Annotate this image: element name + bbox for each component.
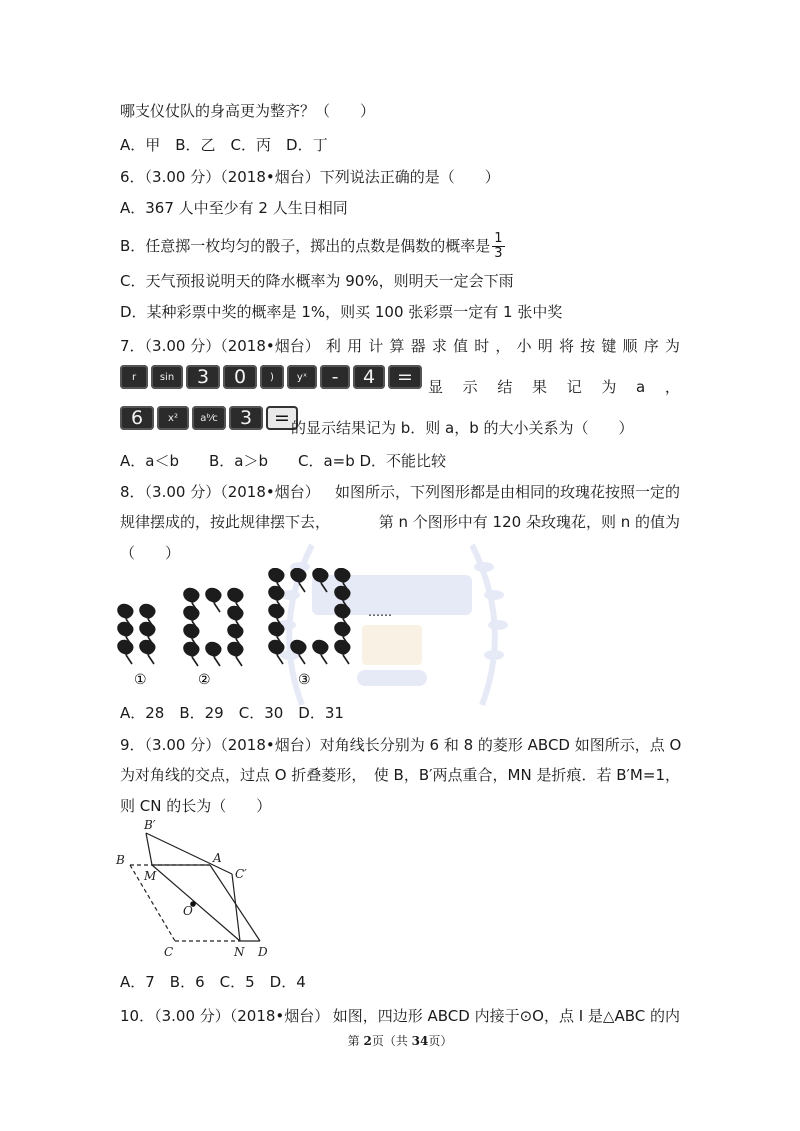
q9-stem-text: 使 B，B′两点重合，MN 是折痕．若 B′M=1，	[373, 766, 680, 784]
rose-flower	[312, 640, 328, 664]
q7-stem-char: 时	[474, 337, 490, 355]
q6-stem: 6．（3.00 分）（2018•烟台）下列说法正确的是（ ）	[120, 168, 500, 186]
calc-key: sin	[151, 365, 183, 389]
calc-key: 4	[353, 365, 385, 389]
calculator-key-sequence-1	[120, 365, 422, 389]
q9-stem-head: 9．（3.00 分）（2018•烟台）	[120, 736, 320, 754]
calc-key: yˣ	[287, 365, 317, 389]
q7-stem-tail: 的显示结果记为 b．则 a，b 的大小关系为（ ）	[291, 419, 634, 437]
rose-flower	[334, 640, 350, 664]
calculator-key-sequence-2	[120, 406, 298, 430]
rose-flower	[268, 640, 284, 664]
calc-key: x²	[157, 406, 189, 430]
q10-stem-line1	[120, 1006, 680, 1026]
q9-stem-line3: 则 CN 的长为（ ）	[120, 797, 272, 815]
q7-stem-char: 算	[389, 337, 405, 355]
q7-stem	[120, 336, 680, 356]
q7-mid-char: 显	[428, 378, 444, 396]
q10-stem-head: 10．（3.00 分）（2018•烟台）	[120, 1007, 330, 1025]
calc-key: aᵇ⁄c	[192, 406, 226, 430]
q10-stem-text: 如图，四边形 ABCD 内接于⊙O，点 I 是△ABC 的内	[332, 1007, 680, 1025]
calc-key: =	[388, 365, 422, 389]
q8-figure-label: ①	[134, 672, 147, 688]
q7-options: A．a＜b B．a＞b C．a=b D．不能比较	[120, 452, 447, 470]
q9-rhombus-figure	[110, 818, 280, 963]
q7-mid-char: 为	[601, 378, 617, 396]
rose-flower	[227, 642, 243, 666]
folded-edge-c1n	[232, 874, 240, 941]
q7-mid-char: ，	[664, 378, 680, 396]
q9-stem-text: 对角线长分别为 6 和 8 的菱形 ABCD 如图所示，点 O	[319, 736, 682, 754]
footer-page-number: 2	[363, 1034, 372, 1048]
q8-stem-line2	[120, 512, 680, 532]
q8-options: A．28 B．29 C．30 D．31	[120, 704, 344, 722]
label-c-prime: C′	[235, 867, 247, 881]
calc-key: -	[320, 365, 350, 389]
q7-stem-char: 求	[431, 337, 447, 355]
q7-stem-char: 序	[643, 337, 659, 355]
label-a: A	[213, 851, 222, 865]
calc-key: )	[260, 365, 284, 389]
q6-option-a: A．367 人中至少有 2 人生日相同	[120, 199, 348, 217]
label-c: C	[164, 945, 174, 959]
q8-figure-label: ③	[298, 672, 311, 688]
q9-options: A．7 B．6 C．5 D．4	[120, 973, 306, 991]
label-d: D	[258, 945, 268, 959]
q6-option-b-text: B．任意掷一枚均匀的骰子，掷出的点数是偶数的概率是	[120, 237, 491, 255]
label-m: M	[144, 869, 157, 883]
q7-stem-char: ，	[495, 337, 511, 355]
fraction-denominator: 3	[494, 246, 503, 261]
q8-figure-label: ②	[198, 672, 211, 688]
q9-stem-line1	[120, 735, 680, 755]
calc-key: 6	[120, 406, 154, 430]
calc-key: r	[120, 365, 148, 389]
footer-text: 第	[347, 1034, 364, 1048]
label-n: N	[234, 945, 245, 959]
footer-total-pages: 34	[411, 1034, 429, 1048]
rose-flower	[290, 640, 306, 664]
q8-stem-text: 如图所示，下列图形都是由相同的玫瑰花按照一定的	[334, 483, 680, 501]
label-b-prime: B′	[144, 818, 156, 832]
q8-stem-line3: （ ）	[120, 544, 181, 562]
q8-rose-figure	[110, 568, 430, 698]
q7-stem-char: 利	[325, 337, 341, 355]
q7-stem-mid	[428, 377, 680, 397]
label-o: O	[183, 904, 193, 918]
q7-mid-char: 记	[566, 378, 582, 396]
calc-key: 3	[229, 406, 263, 430]
calc-key: 0	[223, 365, 257, 389]
q9-stem-line2	[120, 765, 680, 785]
q9-stem-text: 为对角线的交点，过点 O 折叠菱形，	[120, 766, 367, 784]
q7-stem-char: 值	[453, 337, 469, 355]
q7-stem-char: 键	[601, 337, 617, 355]
q8-stem-text: 第 n 个图形中有 120 朵玫瑰花，则 n 的值为	[378, 513, 680, 531]
q7-stem-char: 为	[664, 337, 680, 355]
q7-mid-char: 示	[462, 378, 478, 396]
fraction-one-third	[492, 232, 504, 261]
q7-mid-char: 结	[497, 378, 513, 396]
footer-text: 页）	[428, 1034, 453, 1048]
rose-flower	[205, 642, 221, 666]
q8-stem-text: 规律摆成的，按此规律摆下去，	[120, 513, 331, 531]
rose-flower	[139, 640, 155, 664]
q6-option-d: D．某种彩票中奖的概率是 1%，则买 100 张彩票一定有 1 张中奖	[120, 303, 563, 321]
rose-flower	[183, 642, 199, 666]
q7-stem-char: 顺	[622, 337, 638, 355]
label-b: B	[116, 853, 125, 867]
calc-key: =	[266, 406, 298, 430]
q7-stem-char: 按	[580, 337, 596, 355]
rose-flower	[205, 588, 221, 612]
q5-stem-tail: 哪支仪仗队的身高更为整齐？（ ）	[120, 102, 376, 120]
rose-flower	[117, 640, 133, 664]
q7-mid-char: a	[636, 378, 646, 396]
q7-stem-head: 7．（3.00 分）（2018•烟台）	[120, 337, 320, 355]
footer-text: 页（共	[371, 1034, 412, 1048]
q8-stem-line1	[120, 482, 680, 502]
q7-stem-char: 明	[537, 337, 553, 355]
page-footer	[0, 1032, 800, 1049]
rose-flower	[290, 568, 306, 592]
rose-flower	[312, 568, 328, 592]
q6-option-c: C．天气预报说明天的降水概率为 90%，则明天一定会下雨	[120, 272, 514, 290]
q7-stem-char: 用	[347, 337, 363, 355]
q7-stem-char: 计	[368, 337, 384, 355]
q7-stem-char: 将	[558, 337, 574, 355]
q6-option-b	[120, 232, 505, 261]
q8-stem-head: 8．（3.00 分）（2018•烟台）	[120, 483, 320, 501]
fraction-numerator: 1	[494, 231, 503, 246]
q8-ellipsis: ……	[368, 605, 392, 619]
calc-key: 3	[186, 365, 220, 389]
q7-stem-char: 器	[410, 337, 426, 355]
crease-mn	[152, 865, 240, 941]
folded-edge-b1m	[146, 833, 152, 865]
q7-mid-char: 果	[532, 378, 548, 396]
q5-options: A．甲 B．乙 C．丙 D．丁	[120, 136, 328, 154]
q7-stem-char: 小	[516, 337, 532, 355]
